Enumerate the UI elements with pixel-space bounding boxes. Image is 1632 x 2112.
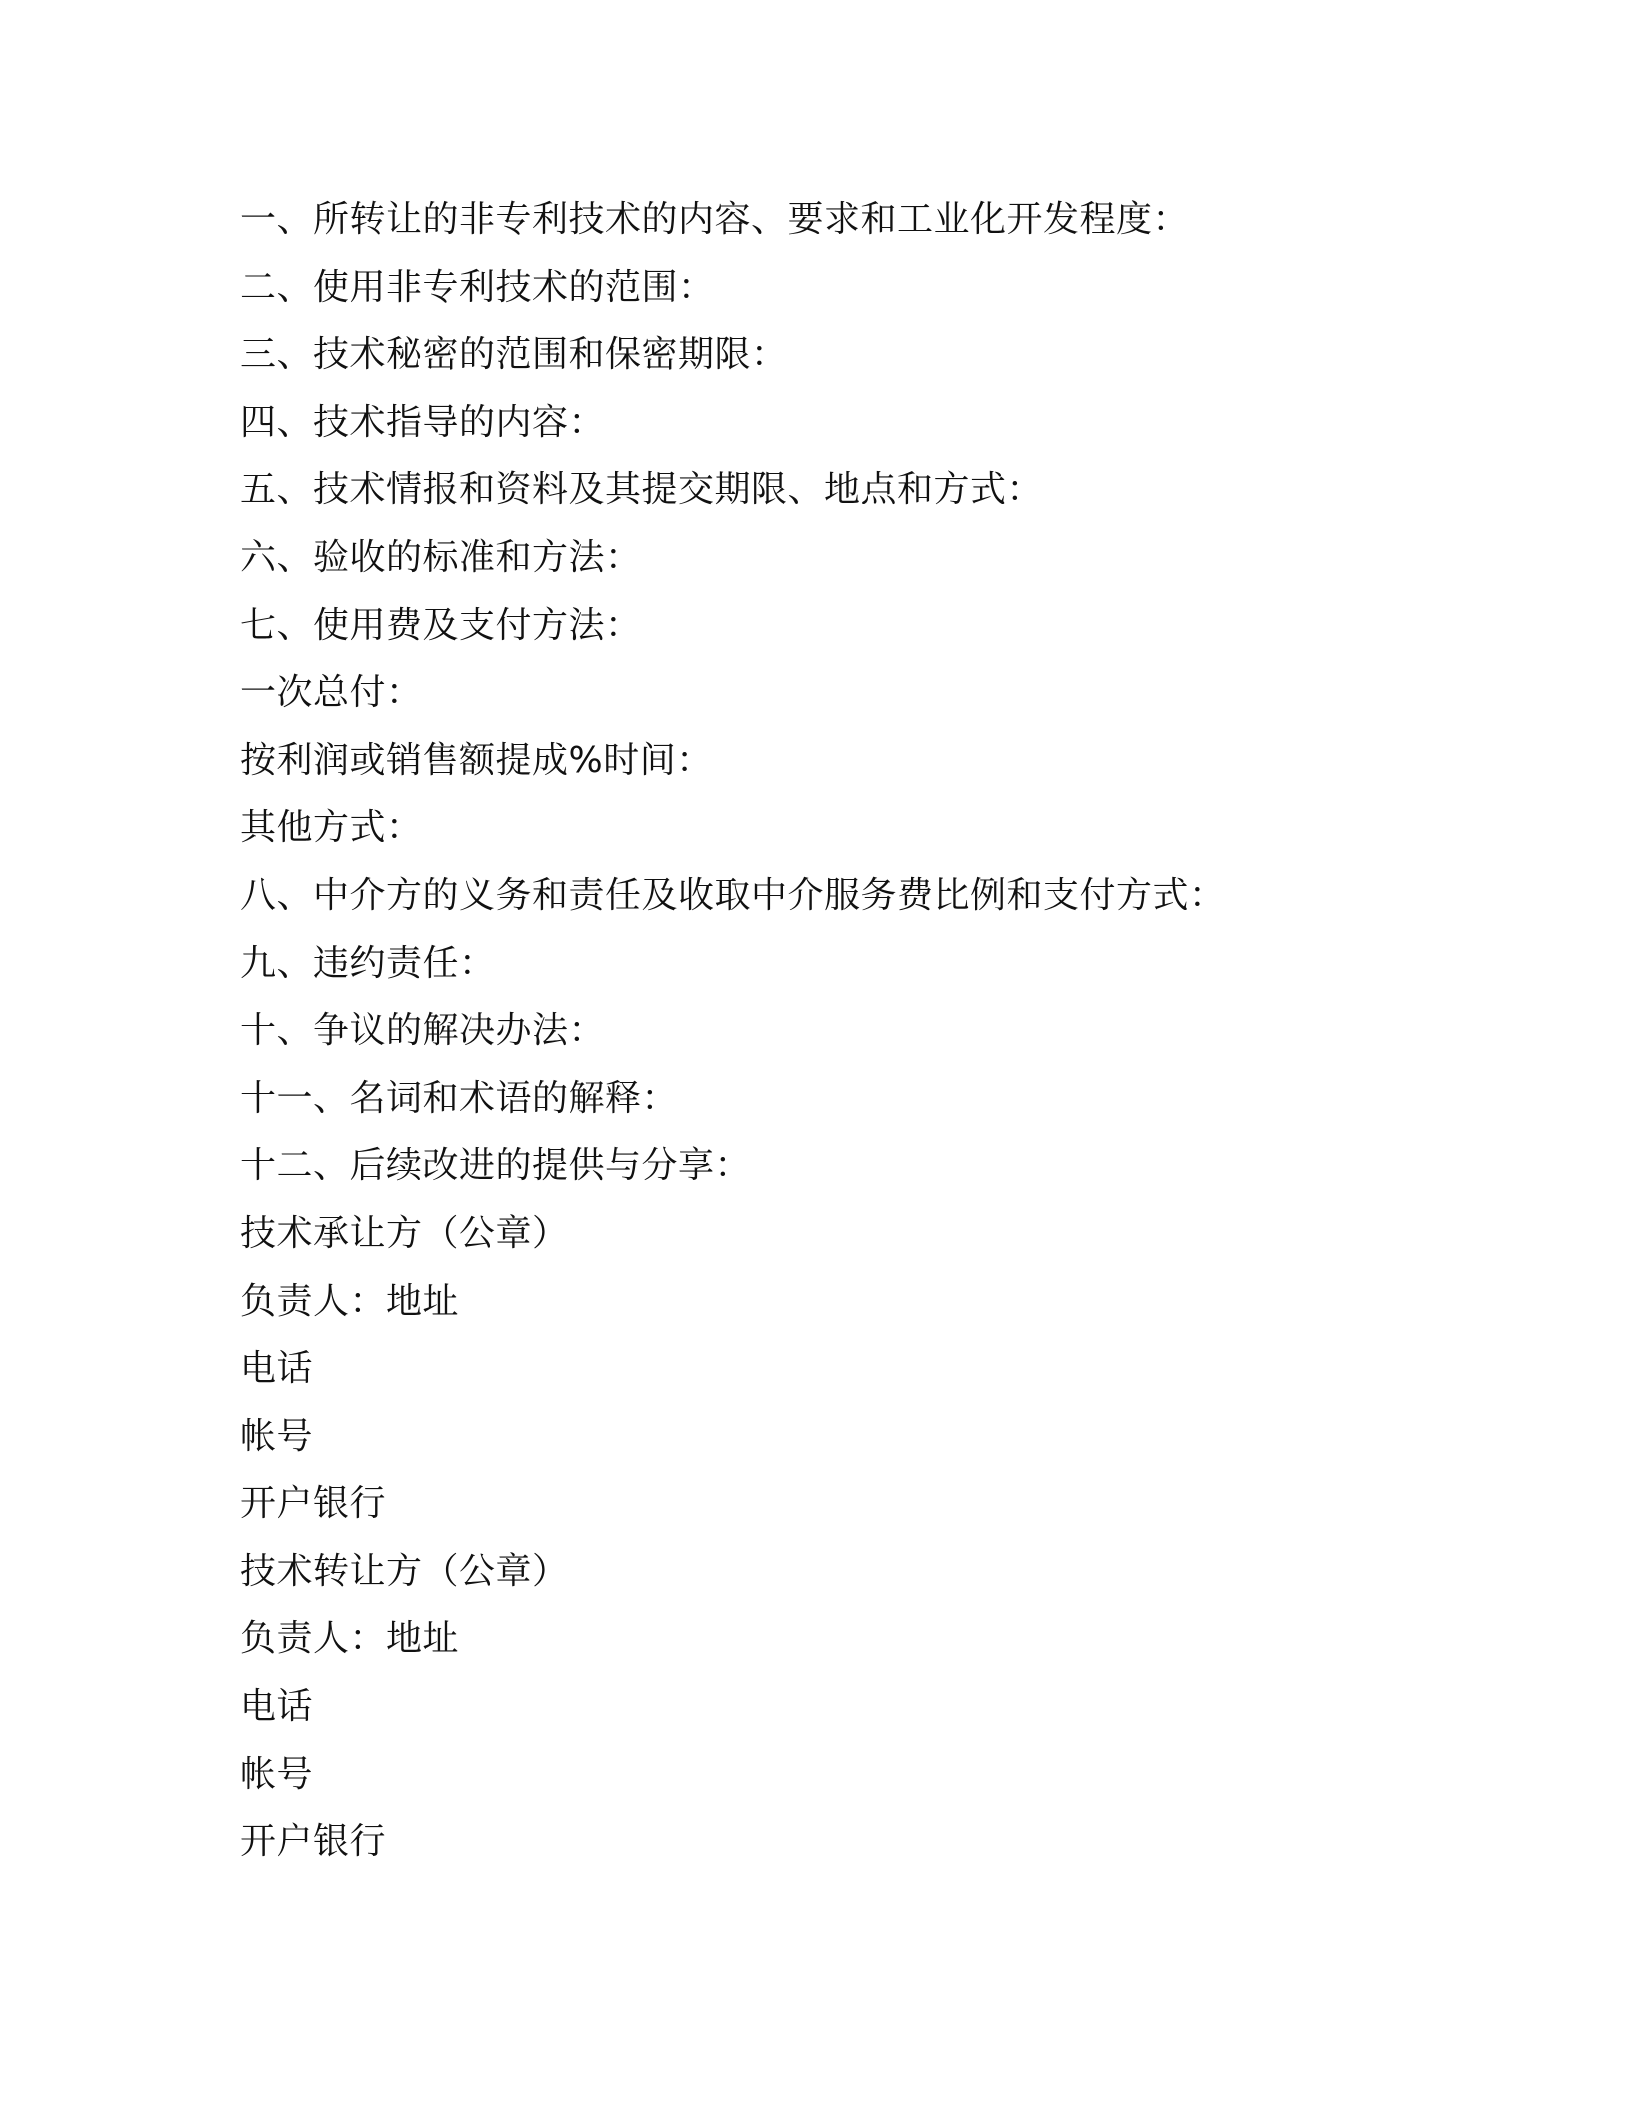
assignee-account: 帐号 [240, 1415, 314, 1457]
clause-4-technical-guidance: 四、技术指导的内容： [240, 401, 606, 443]
payment-lump-sum: 一次总付： [240, 672, 423, 714]
assignee-representative-address: 负责人：地址 [240, 1280, 460, 1322]
assignee-seal: 技术承让方（公章） [240, 1212, 569, 1254]
assignee-phone: 电话 [240, 1348, 314, 1390]
clause-11-definitions: 十一、名词和术语的解释： [240, 1077, 679, 1119]
assignor-account: 帐号 [240, 1753, 314, 1795]
assignor-bank: 开户银行 [240, 1821, 387, 1863]
assignor-seal: 技术转让方（公章） [240, 1550, 569, 1592]
clause-9-liability: 九、违约责任： [240, 942, 496, 984]
clause-6-acceptance: 六、验收的标准和方法： [240, 536, 642, 578]
clause-1-content-requirements: 一、所转让的非专利技术的内容、要求和工业化开发程度： [240, 199, 1190, 240]
clause-7-fees-payment: 七、使用费及支付方法： [240, 604, 642, 646]
clause-10-dispute: 十、争议的解决办法： [240, 1010, 606, 1052]
payment-other: 其他方式： [240, 807, 423, 849]
assignee-bank: 开户银行 [240, 1483, 387, 1525]
clause-3-confidentiality: 三、技术秘密的范围和保密期限： [240, 334, 788, 376]
clause-8-intermediary: 八、中介方的义务和责任及收取中介服务费比例和支付方式： [240, 874, 1226, 916]
assignor-phone: 电话 [240, 1686, 314, 1728]
document-body [240, 186, 1460, 1876]
clause-12-improvements: 十二、后续改进的提供与分享： [240, 1145, 752, 1187]
assignor-representative-address: 负责人：地址 [240, 1618, 460, 1660]
payment-royalty: 按利润或销售额提成%时间： [240, 739, 713, 781]
clause-5-information-delivery: 五、技术情报和资料及其提交期限、地点和方式： [240, 469, 1044, 511]
clause-2-scope-of-use: 二、使用非专利技术的范围： [240, 266, 715, 308]
